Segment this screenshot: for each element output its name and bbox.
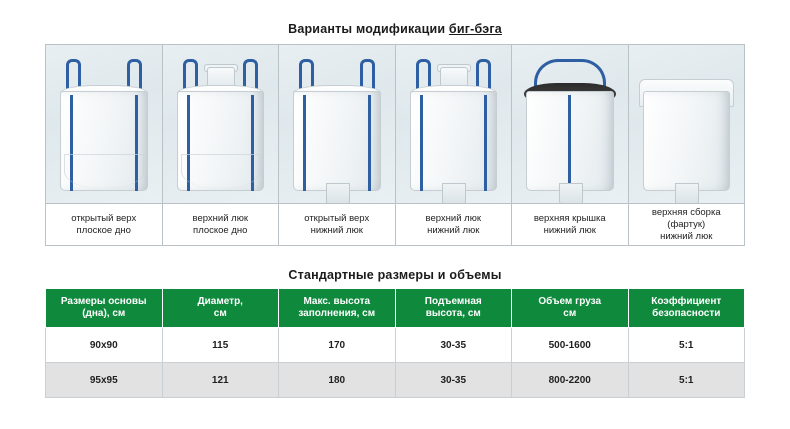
variant-caption-line2: плоское дно xyxy=(193,224,248,236)
variant-caption-line3: нижний люк xyxy=(660,230,713,242)
variant-caption-3 xyxy=(279,203,395,245)
column-header-base-size xyxy=(46,289,163,328)
variant-caption-line2: нижний люк xyxy=(543,224,596,236)
variant-caption-line2: (фартук) xyxy=(667,218,706,230)
bottom-spout xyxy=(675,183,699,203)
bag-illustration-5 xyxy=(512,45,628,203)
variant-caption-6 xyxy=(629,203,745,245)
variant-top-lid-bottom-spout xyxy=(512,45,629,245)
variant-caption-line2: нижний люк xyxy=(310,224,363,236)
header-line2: заполнения, см xyxy=(298,308,376,319)
cell-cargo-volume: 500-1600 xyxy=(512,328,629,363)
page-title-text: Варианты модификации xyxy=(288,22,449,36)
header-line1: Коэффициент xyxy=(651,296,722,307)
cell-safety-factor: 5:1 xyxy=(628,328,745,363)
variant-caption-line2: плоское дно xyxy=(76,224,131,236)
cell-diameter: 121 xyxy=(162,363,279,398)
variant-top-spout-flat-bottom xyxy=(163,45,280,245)
cell-base-size: 90x90 xyxy=(46,328,163,363)
header-line2: (дна), см xyxy=(82,308,126,319)
column-header-lift-height xyxy=(395,289,512,328)
bag-body xyxy=(643,91,731,191)
variant-caption-line1: верхняя крышка xyxy=(533,212,606,224)
table-row xyxy=(46,328,745,363)
variant-caption-4 xyxy=(396,203,512,245)
column-header-max-fill-height xyxy=(279,289,396,328)
cell-max-fill-height: 180 xyxy=(279,363,396,398)
variant-top-spout-bottom-spout xyxy=(396,45,513,245)
variant-caption-line1: верхний люк xyxy=(425,212,481,224)
bag-bottom-seam xyxy=(64,154,144,189)
table-row xyxy=(46,363,745,398)
cell-safety-factor: 5:1 xyxy=(628,363,745,398)
header-line1: Подъемная xyxy=(424,296,482,307)
variant-caption-line1: открытый верх xyxy=(304,212,370,224)
header-line1: Макс. высота xyxy=(303,296,371,307)
variant-caption-2 xyxy=(163,203,279,245)
variant-caption-line2: нижний люк xyxy=(427,224,480,236)
variant-open-top-flat-bottom xyxy=(46,45,163,245)
bag-strap xyxy=(368,95,371,191)
bag-illustration-6 xyxy=(629,45,745,203)
cell-diameter: 115 xyxy=(162,328,279,363)
bottom-spout xyxy=(559,183,583,203)
bag-illustration-4 xyxy=(396,45,512,203)
bag-strap xyxy=(303,95,306,191)
variant-caption-line1: верхняя сборка xyxy=(651,206,721,218)
header-line1: Объем груза xyxy=(538,296,602,307)
cell-max-fill-height: 170 xyxy=(279,328,396,363)
bag-illustration-2 xyxy=(163,45,279,203)
variant-open-top-bottom-spout xyxy=(279,45,396,245)
header-line2: высота, см xyxy=(425,308,481,319)
header-line1: Размеры основы xyxy=(60,296,147,307)
bag-variants-panel xyxy=(45,44,745,246)
variant-top-skirt-bottom-spout xyxy=(629,45,745,245)
variant-caption-5 xyxy=(512,203,628,245)
header-line2: безопасности xyxy=(652,308,721,319)
cell-cargo-volume: 800-2200 xyxy=(512,363,629,398)
cell-base-size: 95x95 xyxy=(46,363,163,398)
cell-lift-height: 30-35 xyxy=(395,363,512,398)
bag-bottom-seam xyxy=(181,154,261,189)
bag-illustration-1 xyxy=(46,45,162,203)
bottom-spout xyxy=(442,183,466,203)
header-line1: Диаметр, xyxy=(197,296,243,307)
variant-caption-line1: верхний люк xyxy=(192,212,248,224)
bag-strap xyxy=(568,95,571,191)
bag-illustration-3 xyxy=(279,45,395,203)
header-line2: см xyxy=(213,308,227,319)
table-header-row xyxy=(46,289,745,328)
variant-caption-line1: открытый верх xyxy=(71,212,137,224)
cell-lift-height: 30-35 xyxy=(395,328,512,363)
specifications-table xyxy=(45,288,745,398)
header-line2: см xyxy=(563,308,577,319)
variant-caption-1 xyxy=(46,203,162,245)
bottom-spout xyxy=(326,183,350,203)
bag-strap xyxy=(420,95,423,191)
table-title: Стандартные размеры и объемы xyxy=(288,268,502,282)
page-title xyxy=(0,22,790,36)
column-header-cargo-volume xyxy=(512,289,629,328)
bag-strap xyxy=(484,95,487,191)
page-title-underlined: биг-бэга xyxy=(448,22,502,36)
column-header-diameter xyxy=(162,289,279,328)
column-header-safety-factor xyxy=(628,289,745,328)
